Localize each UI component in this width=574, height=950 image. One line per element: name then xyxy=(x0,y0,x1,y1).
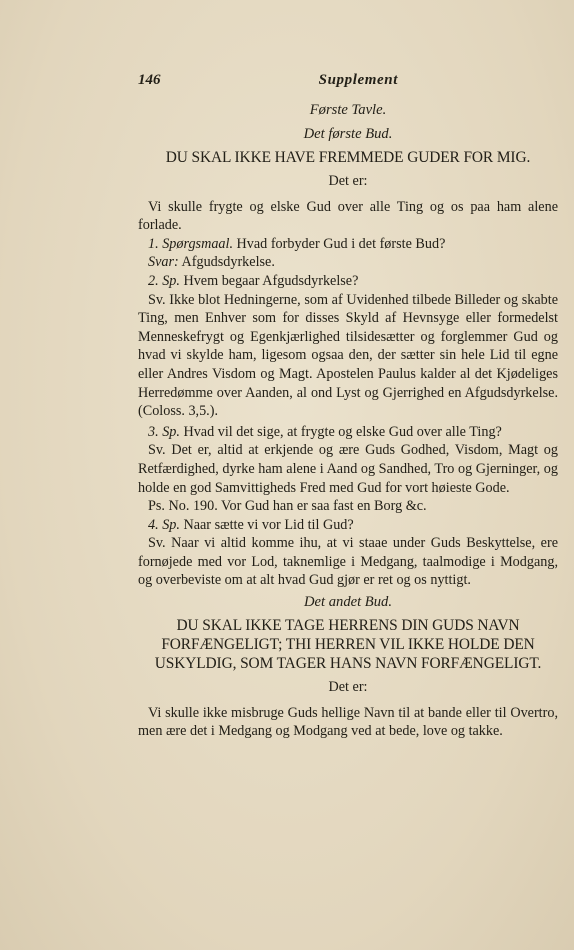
intro-first: Vi skulle frygte og elske Gud over alle Ting og os paa ham alene forlade. xyxy=(138,198,558,234)
answer-2: Sv. Ikke blot Hedningerne, som af Uvidenhed tilbede Billeder og skabte Ting, men Enhver som for disses Skyld af Hevnsyge eller formedelst Menneskefrygt og Egenkjærlighed tilsidesætter og forglemmer Gud og hvad vi skylde ham, ligesom ogsaa den, der sætter sin hele Lid til egne eller Andres Visdom og Magt. Apostelen Paulus kalder al det Kjødeliges Herredømme over Aanden, al ond Lyst og Gjerrighed en Afgudsdyrkelse. (Coloss. 3,5.). xyxy=(138,291,558,420)
section-heading-first: Det første Bud. xyxy=(303,126,393,142)
psalm-reference: Ps. No. 190. Vor Gud han er saa fast en Borg &c. xyxy=(148,498,427,515)
question-4 xyxy=(138,516,558,535)
question-label: 3. Sp. xyxy=(148,423,180,440)
running-title: Supplement xyxy=(318,72,398,88)
det-er-label-second: Det er: xyxy=(328,679,368,696)
answer-label: Svar: xyxy=(148,254,179,271)
page-header xyxy=(138,72,398,92)
question-2 xyxy=(138,272,558,291)
page-number: 146 xyxy=(138,72,161,88)
question-text: Hvad vil det sige, at frygte og elske Gud over alle Ting? xyxy=(183,423,502,440)
answer-3: Sv. Det er, altid at erkjende og ære Guds Godhed, Visdom, Magt og Retfærdighed, dyrke ham alene i Aand og Sandhed, Tro og Gjerninger, og holde en god Samvittigheds Fred med Gud for vort høieste Gode. xyxy=(138,442,558,496)
question-3 xyxy=(138,423,558,442)
question-1 xyxy=(138,235,558,254)
question-label: 1. Spørgsmaal. xyxy=(148,235,233,252)
table-title: Første Tavle. xyxy=(309,102,387,118)
answer-1 xyxy=(138,253,558,272)
question-text: Hvem begaar Afgudsdyrkelse? xyxy=(183,272,359,289)
page-body xyxy=(138,100,558,741)
question-text: Hvad forbyder Gud i det første Bud? xyxy=(236,235,446,252)
intro-second: Vi skulle ikke misbruge Guds hellige Navn til at bande eller til Overtro, men ære det i Medgang og Modgang ved at bede, love og takke. xyxy=(138,704,558,740)
answer-text: Afgudsdyrkelse. xyxy=(181,254,275,271)
answer-4: Sv. Naar vi altid komme ihu, at vi staae under Guds Beskyttelse, ere fornøjede med vor Lod, taknemlige i Medgang, taalmodige i Modgang, og overbeviste om at alt hvad Gud gjør er ret og os nyttigt. xyxy=(138,535,558,589)
det-er-label: Det er: xyxy=(328,173,368,189)
question-label: 2. Sp. xyxy=(148,272,180,289)
question-label: 4. Sp. xyxy=(148,516,180,533)
section-heading-second: Det andet Bud. xyxy=(304,594,392,611)
commandment-second: DU SKAL IKKE TAGE HERRENS DIN GUDS NAVN FORFÆNGELIGT; THI HERREN VIL IKKE HOLDE DEN USKYLDIG, SOM TAGER HANS NAVN FORFÆNGELIGT. xyxy=(154,617,542,673)
commandment-first: DU SKAL IKKE HAVE FREMMEDE GUDER FOR MIG. xyxy=(165,149,531,166)
question-text: Naar sætte vi vor Lid til Gud? xyxy=(183,516,354,533)
